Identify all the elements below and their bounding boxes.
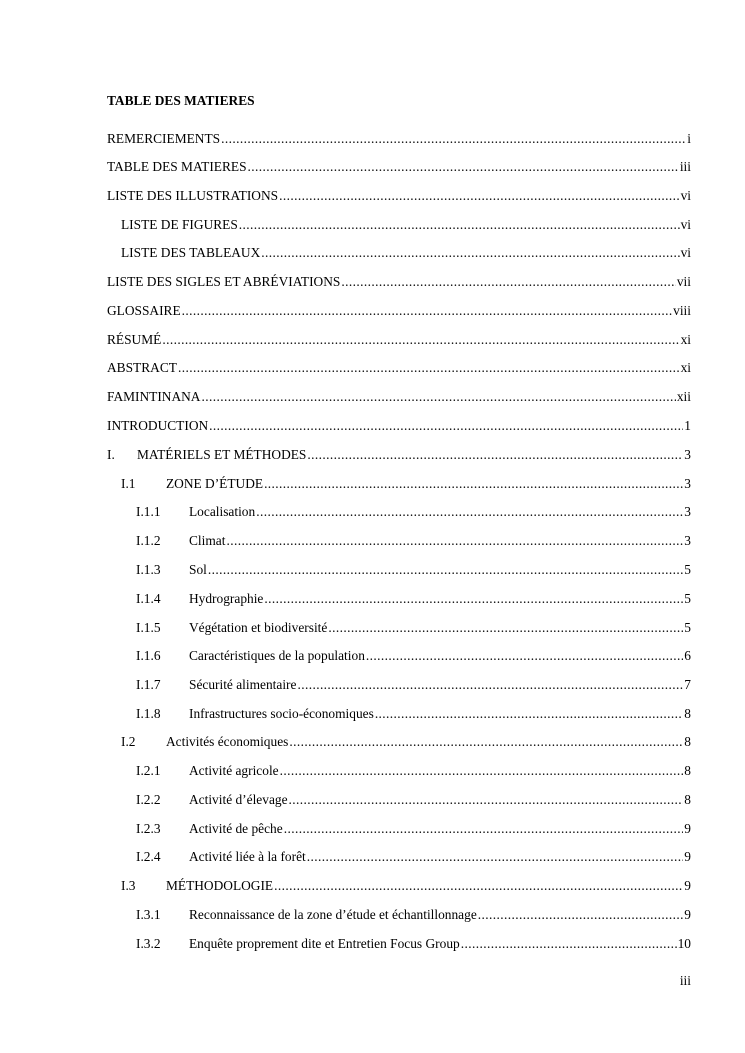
toc-entry-activite-agricole[interactable] (136, 762, 691, 780)
toc-entry-remerciements[interactable] (107, 130, 691, 148)
dot-leader (201, 388, 675, 406)
toc-entry-page: viii (673, 303, 691, 318)
toc-entry-number: I.1.2 (136, 533, 161, 548)
toc-entry-number: I.1.3 (136, 562, 161, 577)
dot-leader (264, 590, 683, 608)
toc-entry-localisation[interactable] (136, 503, 691, 521)
toc-entry-climat[interactable] (136, 532, 691, 550)
toc-entry-number: I.3.2 (136, 936, 161, 951)
page-title: TABLE DES MATIERES (107, 93, 255, 108)
dot-leader (284, 820, 684, 838)
toc-entry-page: 10 (677, 936, 691, 951)
page-number: iii (679, 973, 691, 988)
toc-entry-liste-des-sigles[interactable] (107, 273, 691, 291)
toc-entry-activites-economiques[interactable] (121, 733, 691, 751)
toc-entry-page: 8 (684, 734, 691, 749)
dot-leader (289, 733, 683, 751)
toc-entry-activite-foret[interactable] (136, 848, 691, 866)
toc-entry-page: 9 (684, 849, 691, 864)
toc-entry-label: LISTE DES SIGLES ET ABRÉVIATIONS (107, 274, 341, 289)
toc-entry-activite-elevage[interactable] (136, 791, 691, 809)
toc-entry-number: I.1.5 (136, 620, 161, 635)
toc-entry-page: 1 (684, 418, 691, 433)
toc-entry-label: RÉSUMÉ (107, 332, 162, 347)
toc-entry-label: REMERCIEMENTS (107, 131, 221, 146)
toc-entry-label: MÉTHODOLOGIE (166, 878, 274, 893)
toc-entry-enquete[interactable] (136, 935, 691, 953)
toc-entry-label: Localisation (189, 504, 256, 519)
toc-entry-number: I.2.3 (136, 821, 161, 836)
dot-leader (279, 187, 679, 205)
toc-entry-label: LISTE DE FIGURES (121, 217, 238, 232)
toc-entry-activite-peche[interactable] (136, 820, 691, 838)
toc-entry-page: 3 (684, 447, 691, 462)
toc-entry-page: vi (680, 217, 691, 232)
dot-leader (280, 762, 684, 780)
dot-leader (261, 244, 679, 262)
toc-entry-label: ABSTRACT (107, 360, 177, 375)
toc-entry-resume[interactable] (107, 331, 691, 349)
dot-leader (274, 877, 683, 895)
toc-entry-hydrographie[interactable] (136, 590, 691, 608)
toc-entry-label: INTRODUCTION (107, 418, 209, 433)
toc-entry-number: I.2 (121, 734, 136, 749)
toc-entry-label: Infrastructures socio-économiques (189, 706, 374, 721)
toc-entry-label: GLOSSAIRE (107, 303, 181, 318)
dot-leader (178, 359, 680, 377)
toc-entry-page: 5 (684, 562, 691, 577)
toc-entry-label: Climat (189, 533, 226, 548)
toc-entry-label: Activité agricole (189, 763, 279, 778)
dot-leader (297, 676, 683, 694)
toc-entry-page: 3 (684, 476, 691, 491)
dot-leader (182, 302, 672, 320)
toc-entry-sol[interactable] (136, 561, 691, 579)
toc-entry-zone-etude[interactable] (121, 475, 691, 493)
toc-entry-page: 7 (684, 677, 691, 692)
toc-entry-page: 6 (684, 648, 691, 663)
toc-entry-page: 5 (684, 591, 691, 606)
toc-entry-page: xii (676, 389, 691, 404)
toc-entry-page: 3 (684, 533, 691, 548)
dot-leader (221, 130, 686, 148)
toc-entry-page: 9 (684, 907, 691, 922)
toc-entry-page: 9 (684, 821, 691, 836)
toc-entry-vegetation[interactable] (136, 619, 691, 637)
toc-entry-label: Activité d’élevage (189, 792, 288, 807)
toc-entry-page: 8 (684, 792, 691, 807)
dot-leader (289, 791, 684, 809)
toc-entry-number: I.2.2 (136, 792, 161, 807)
toc-entry-table-des-matieres[interactable] (107, 158, 691, 176)
toc-entry-label: LISTE DES ILLUSTRATIONS (107, 188, 279, 203)
toc-entry-number: I. (107, 447, 115, 462)
toc-entry-page: 9 (684, 878, 691, 893)
dot-leader (478, 906, 684, 924)
toc-entry-page: iii (679, 159, 691, 174)
toc-entry-page: 3 (684, 504, 691, 519)
toc-entry-securite-alimentaire[interactable] (136, 676, 691, 694)
toc-entry-page: xi (680, 332, 691, 347)
toc-entry-page: vi (680, 188, 691, 203)
toc-entry-label: Activité liée à la forêt (189, 849, 306, 864)
dot-leader (264, 475, 683, 493)
toc-entry-number: I.1 (121, 476, 136, 491)
toc-entry-label: Reconnaissance de la zone d’étude et échantillonnage (189, 907, 477, 922)
toc-entry-page: vii (676, 274, 691, 289)
toc-entry-number: I.1.1 (136, 504, 161, 519)
toc-entry-label: Caractéristiques de la population (189, 648, 365, 663)
toc-entry-population[interactable] (136, 647, 691, 665)
toc-entry-number: I.3 (121, 878, 136, 893)
dot-leader (461, 935, 677, 953)
toc-entry-glossaire[interactable] (107, 302, 691, 320)
toc-entry-page: vi (680, 245, 691, 260)
dot-leader (366, 647, 683, 665)
dot-leader (307, 848, 684, 866)
toc-entry-number: I.1.6 (136, 648, 161, 663)
toc-entry-label: Activité de pêche (189, 821, 283, 836)
toc-entry-page: 8 (684, 706, 691, 721)
toc-entry-page: 8 (684, 763, 691, 778)
toc-entry-number: I.2.1 (136, 763, 161, 778)
toc-entry-famintinana[interactable] (107, 388, 691, 406)
toc-entry-label: Activités économiques (166, 734, 289, 749)
dot-leader (256, 503, 683, 521)
toc-entry-label: LISTE DES TABLEAUX (121, 245, 261, 260)
toc-entry-label: Hydrographie (189, 591, 264, 606)
toc-entry-liste-des-illustrations[interactable] (107, 187, 691, 205)
toc-entry-number: I.2.4 (136, 849, 161, 864)
toc-entry-label: Enquête proprement dite et Entretien Focus Group (189, 936, 460, 951)
toc-entry-label: Végétation et biodiversité (189, 620, 328, 635)
toc-entry-number: I.1.7 (136, 677, 161, 692)
toc-entry-number: I.3.1 (136, 907, 161, 922)
dot-leader (226, 532, 683, 550)
dot-leader (208, 561, 683, 579)
dot-leader (248, 158, 679, 176)
toc-entry-label: ZONE D’ÉTUDE (166, 476, 264, 491)
toc-entry-abstract[interactable] (107, 359, 691, 377)
dot-leader (239, 216, 680, 234)
toc-entry-label: TABLE DES MATIERES (107, 159, 247, 174)
toc-entry-infrastructures[interactable] (136, 705, 691, 723)
toc-entry-page: xi (680, 360, 691, 375)
toc-entry-label: Sécurité alimentaire (189, 677, 297, 692)
toc-entry-liste-de-figures[interactable] (121, 216, 691, 234)
toc-entry-label: FAMINTINANA (107, 389, 201, 404)
dot-leader (209, 417, 683, 435)
toc-entry-introduction[interactable] (107, 417, 691, 435)
dot-leader (328, 619, 683, 637)
toc-entry-methodologie[interactable] (121, 877, 691, 895)
toc-entry-number: I.1.4 (136, 591, 161, 606)
toc-entry-page: 5 (684, 620, 691, 635)
dot-leader (375, 705, 683, 723)
toc-entry-liste-des-tableaux[interactable] (121, 244, 691, 262)
toc-entry-label: Sol (189, 562, 207, 577)
toc-entry-label: MATÉRIELS ET MÉTHODES (137, 447, 307, 462)
toc-entry-page: i (687, 131, 691, 146)
dot-leader (307, 446, 683, 464)
toc-entry-reconnaissance[interactable] (136, 906, 691, 924)
toc-entry-materiels-methodes[interactable] (107, 446, 691, 464)
dot-leader (162, 331, 679, 349)
dot-leader (341, 273, 676, 291)
toc-entry-number: I.1.8 (136, 706, 161, 721)
